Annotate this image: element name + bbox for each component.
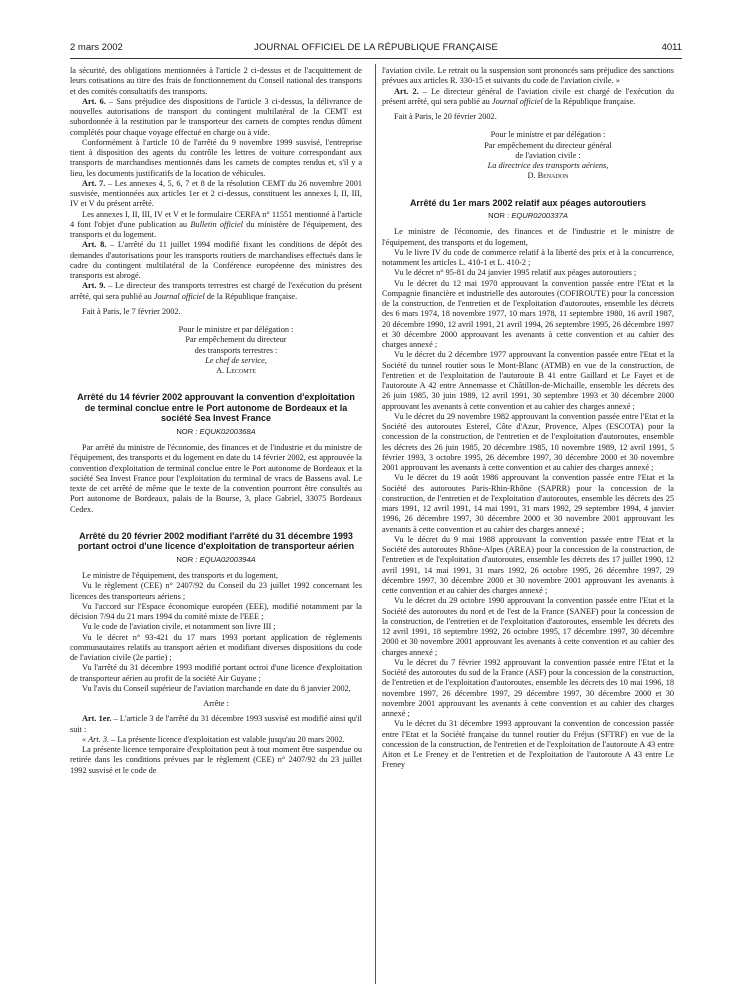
article-label: Art. 6. (82, 96, 106, 106)
column-divider (375, 64, 376, 984)
text: de la République française. (204, 291, 298, 301)
paragraph: Vu le décret du 19 août 1986 approuvant la convention passée entre l'Etat et la Société des autoroutes Paris-Rhin-Rhône (SAPRR) pour la concession de la construction, de l'entretien et de l'exploitation d'autoroutes, ensemble les décrets des 25 mars 1991, 12 avril 1991, 14 mai 1991, 31 mars 1992, 29 septembre 1994, 4 janvier 1996, 26 décembre 1997, 30 décembre 2000 et 30 novembre 2001 approuvant les avenants à cette convention et au cahier des charges annexé ; (382, 473, 674, 534)
paragraph: Vu l'avis du Conseil supérieur de l'aviation marchande en date du 8 janvier 2002, (82, 683, 351, 693)
article-text: – Les annexes 4, 5, 6, 7 et 8 de la résolution CEMT du 26 novembre 2001 susvisée, mentionnées aux articles 1er et 2 ci-dessus, constituent les annexes I, II, III, IV et V du présent arrêté. (70, 178, 362, 209)
article-text: – Sans préjudice des dispositions de l'article 3 ci-dessus, la délivrance de nouvelles autorisations de transport du contingent multilatéral de la CEMT est subordonnée à la restitution par le transporteur des carnets de comptes rendus dûment complétés pour chaque voyage effectué en charge ou à vide. (70, 96, 363, 137)
italic-text: Journal officiel (153, 291, 205, 301)
nor-reference (70, 427, 362, 437)
article-2 (382, 87, 674, 108)
paragraph: Vu le décret du 2 décembre 1977 approuvant la convention passée entre l'Etat et la Société du tunnel routier sous le Mont-Blanc (ATMB) en vue de la construction, de l'entretien et de l'exploitation de l'autoroute B 41 entre Gaillard et Le Fayet et de l'autoroute A 42 entre Annemasse et Châtillon-de-Michaille, ensemble les décrets des 26 juin 1985, 30 juin 1989, 12 avril 1991, 30 septembre 1993 et 30 décembre 2000 approuvant les avenants à cette convention et au cahier des charges annexé ; (382, 350, 674, 411)
signature-line: de l'aviation civile : (515, 150, 581, 160)
header-rule (70, 58, 682, 59)
paragraph: Vu l'accord sur l'Espace économique européen (EEE), modifié notamment par la décision 7/94 du 21 mars 1994 du comité mixte de l'EEE ; (70, 601, 362, 621)
paragraph: Vu le règlement (CEE) n° 2407/92 du Conseil du 23 juillet 1992 concernant les licences des transporteurs aériens ; (70, 581, 362, 601)
paragraph: Vu le décret du 29 novembre 1982 approuvant la convention passée entre l'Etat et la Société des autoroutes Esterel, Côte d'Azur, Provence, Alpes (ESCOTA) pour la concession de la construction, de l'entretien et de l'exploitation d'autoroutes, ensemble les décrets des 26 juin 1985, 20 décembre 1985, 10 novembre 1989, 12 avril 1991, 5 février 1993, 3 octobre 1995, 26 décembre 1997, 30 décembre 2000 et 30 novembre 2001 approuvant les avenants à cette convention et au cahier des charges annexé ; (382, 411, 674, 472)
paragraph: Vu le livre IV du code de commerce relatif à la liberté des prix et à la concurrence, notamment les articles L. 410-1 et L. 410-2 ; (382, 247, 674, 267)
signature-line: Pour le ministre et par délégation : (178, 325, 294, 334)
signature-date: Fait à Paris, le 20 février 2002. (394, 112, 497, 121)
signature-title: La directrice des transports aériens, (487, 161, 609, 170)
paragraph: La présente licence temporaire d'exploitation peut à tout moment être suspendue ou retirée dans les conditions prévues par le règlement (CEE) n° 2407/92 du 23 juillet 1992 susvisé et le code de (70, 745, 362, 775)
paragraph: Vu le décret n° 95-81 du 24 janvier 1995 relatif aux péages autoroutiers ; (394, 268, 637, 278)
decree-title: Arrêté du 20 février 2002 modifiant l'arrêté du 31 décembre 1993 portant octroi d'une licence d'exploitation de transporteur aérien (77, 530, 355, 552)
signature-title: Le chef de service, (205, 355, 267, 365)
signature-date: Fait à Paris, le 7 février 2002. (82, 306, 181, 316)
paragraph: Vu l'arrêté du 31 décembre 1993 modifié portant octroi d'une licence d'exploitation de transporteur aérien au profit de la société Air Guyane ; (70, 663, 362, 683)
paragraph: Vu le décret du 9 mai 1988 approuvant la convention passée entre l'Etat et la Société des autoroutes Rhône-Alpes (AREA) pour la concession de la construction, de l'entretien et de l'exploitation d'autoroutes, ensemble les décrets des 17 juillet 1990, 12 avril 1991, 14 mai 1991, 31 mars 1992, 26 octobre 1995, 26 décembre 1997, 29 décembre 1997, 30 décembre 2000 et 30 novembre 2001 approuvant les avenants à cette convention et au cahier des charges annexé ; (382, 534, 674, 595)
paragraph: Vu le code de l'aviation civile, et notamment son livre III ; (82, 622, 276, 632)
article-text: – La présente licence d'exploitation est valable jusqu'au 20 mars 2002. (109, 734, 345, 744)
signature-line: Pour le ministre et par délégation : (490, 130, 606, 140)
nor-label: NOR : (176, 426, 200, 436)
arrete-heading: Arrête : (203, 699, 229, 708)
paragraph: Vu le décret du 29 octobre 1990 approuvant la convention passée entre l'Etat et la Société des autoroutes du nord et de l'est de la France (SANEF) pour la concession de la construction, de l'entretien et de l'exploitation d'autoroutes, ensemble les décrets des 12 avril 1991, 18 septembre 1992, 26 octobre 1995, 17 décembre 1997, 30 décembre 2000 et 30 novembre 2001 approuvant les avenants à cette convention et au cahier des charges annexé ; (382, 596, 674, 657)
signature-line: Par empêchement du directeur (185, 335, 287, 345)
paragraph: Vu le décret du 31 décembre 1993 approuvant la convention de concession passée entre l'Etat et la Société française du tunnel routier du Fréjus (SFTRF) en vue de la concession de la construction, de l'entretien et de l'exploitation de l'autoroute A 43 entre Aiton et Le Freney et de l'entretien et de l'exploitation de l'autoroute A 43 entre Le Freney (382, 719, 674, 770)
text: Les annexes I, II, III, IV et V et le formulaire CERFA n° 11551 mentionné à l'article 4 font l'objet d'une publication au (70, 209, 362, 229)
header-page-number: 4011 (661, 42, 682, 53)
signature-line: des transports terrestres : (194, 345, 278, 355)
paragraph: Vu le décret du 12 mai 1970 approuvant la convention passée entre l'Etat et la Compagnie financière et industrielle des autoroutes (COFIROUTE) pour la concession de la construction, de l'entretien et de l'exploitation d'autoroutes, ensemble les décrets des 6 mars 1974, 18 novembre 1977, 10 mars 1978, 11 septembre 1980, 16 avril 1987, 20 décembre 1990, 12 avril 1991, 21 avril 1994, 26 septembre 1995, 26 décembre 1997 et 30 décembre 2000 approuvant les avenants à cette convention et au cahier des charges annexé ; (382, 278, 674, 349)
article-label: Art. 2. (394, 86, 419, 96)
nor-label: NOR : (176, 554, 200, 564)
paragraph: Le ministre de l'économie, des finances et de l'industrie et le ministre de l'équipement, des transports et du logement, (382, 227, 674, 247)
article-7 (70, 179, 362, 210)
page-header (70, 42, 682, 58)
article-1 (70, 714, 362, 735)
signature-name: A. Lecomte (216, 366, 256, 375)
paragraph: Vu le décret n° 93-421 du 17 mars 1993 portant application de règlements communautaires relatifs au transport aérien et modifiant diverses dispositions du code de l'aviation civile (2e partie) ; (70, 632, 362, 662)
paragraph: Par arrêté du ministre de l'économie, des finances et de l'industrie et du ministre de l'équipement, des transports et du logement en date du 14 février 2002, est approuvée la convention d'exploitation de terminal conclue entre le Port autonome de Bordeaux et la société Sea Invest France pour l'exploitation du terminal de vracs de Bassens aval. Le texte de cet arrêté de même que le texte de la convention pourront être consultés au Port autonome de Bordeaux, palais de la Bourse, 3, place Gabriel, 33075 Bordeaux Cedex. (70, 443, 362, 514)
signature-name: D. Benadon (527, 171, 569, 181)
italic-text: Journal officiel (491, 96, 543, 106)
article-text: – L'article 3 de l'arrêté du 31 décembre 1993 susvisé est modifié ainsi qu'il suit : (70, 714, 362, 734)
nor-label: NOR : (488, 211, 512, 220)
paragraph: Conformément à l'article 10 de l'arrêté du 9 novembre 1999 susvisé, l'entreprise tient à disposition des agents du contrôle les lettres de voiture correspondant aux transports de marchandises mentionnés dans les carnets de comptes rendus et, s'il y a lieu, les documents justificatifs de la location de véhicules. (70, 137, 362, 178)
nor-reference (382, 211, 674, 221)
italic-text: Bulletin officiel (190, 219, 243, 229)
article-6 (70, 97, 362, 138)
nor-code: EQUR0200337A (511, 211, 568, 220)
article-9 (70, 281, 362, 302)
text: – Le directeur général de l'aviation civile est chargé de l'exécution du présent arrêté, qui sera publié au (382, 86, 674, 106)
article-label: Art. 1er. (82, 714, 112, 724)
text: du ministère de l'équipement, des transports et du logement. (70, 219, 362, 239)
paragraph (70, 210, 362, 241)
nor-reference (70, 555, 362, 565)
decree-title: Arrêté du 1er mars 2002 relatif aux péages autoroutiers (409, 197, 647, 208)
paragraph: la sécurité, des obligations mentionnées à l'article 2 ci-dessus et de l'acquittement de leurs cotisations au titre des frais de fonctionnement du Conseil national des transports et des comités consultatifs des transports. (70, 66, 362, 96)
article-8 (70, 240, 362, 281)
article-3-quote (70, 735, 362, 745)
nor-code: EQUK0200368A (199, 426, 256, 436)
right-column (382, 66, 674, 771)
article-label: Art. 9. (82, 281, 106, 291)
article-label: « Art. 3. (82, 734, 110, 744)
paragraph: Vu le décret du 7 février 1992 approuvant la convention passée entre l'Etat et la Société des autoroutes du sud de la France (ASF) pour la concession de la construction, de l'entretien et de l'exploitation d'autoroutes, ensemble les décrets des 10 mai 1996, 18 novembre 1997, 26 décembre 1997, 29 décembre 1997, 30 décembre 2000 et 30 novembre 2001 approuvant les avenants à cette convention et au cahier des charges annexé ; (382, 657, 674, 718)
paragraph: Le ministre de l'équipement, des transports et du logement, (82, 571, 278, 580)
article-label: Art. 8. (82, 240, 107, 250)
article-label: Art. 7. (82, 178, 106, 188)
header-journal-title: JOURNAL OFFICIEL DE LA RÉPUBLIQUE FRANÇAISE (254, 42, 498, 53)
signature-line: Par empêchement du directeur général (484, 140, 612, 150)
text: – Le directeur des transports terrestres est chargé de l'exécution du présent arrêté, qui sera publié au (70, 281, 362, 301)
nor-code: EQUA0200394A (199, 554, 256, 564)
article-text: – L'arrêté du 11 juillet 1994 modifié fixant les conditions de dépôt des demandes d'autorisations pour les transports routiers de marchandises effectués dans le cadre du contingent multilatéral de la Conférence européenne des ministres des transports est abrogé. (70, 240, 362, 280)
text: de la République française. (542, 96, 636, 106)
header-date: 2 mars 2002 (70, 42, 123, 53)
left-column (70, 66, 362, 776)
decree-title: Arrêté du 14 février 2002 approuvant la convention d'exploitation de terminal conclue entre le Port autonome de Bordeaux et la société Sea Invest France (77, 392, 355, 424)
paragraph: l'aviation civile. Le retrait ou la suspension sont prononcés sans préjudice des sanctions prévues aux articles R. 330-15 et suivants du code de l'aviation civile. » (382, 66, 674, 86)
